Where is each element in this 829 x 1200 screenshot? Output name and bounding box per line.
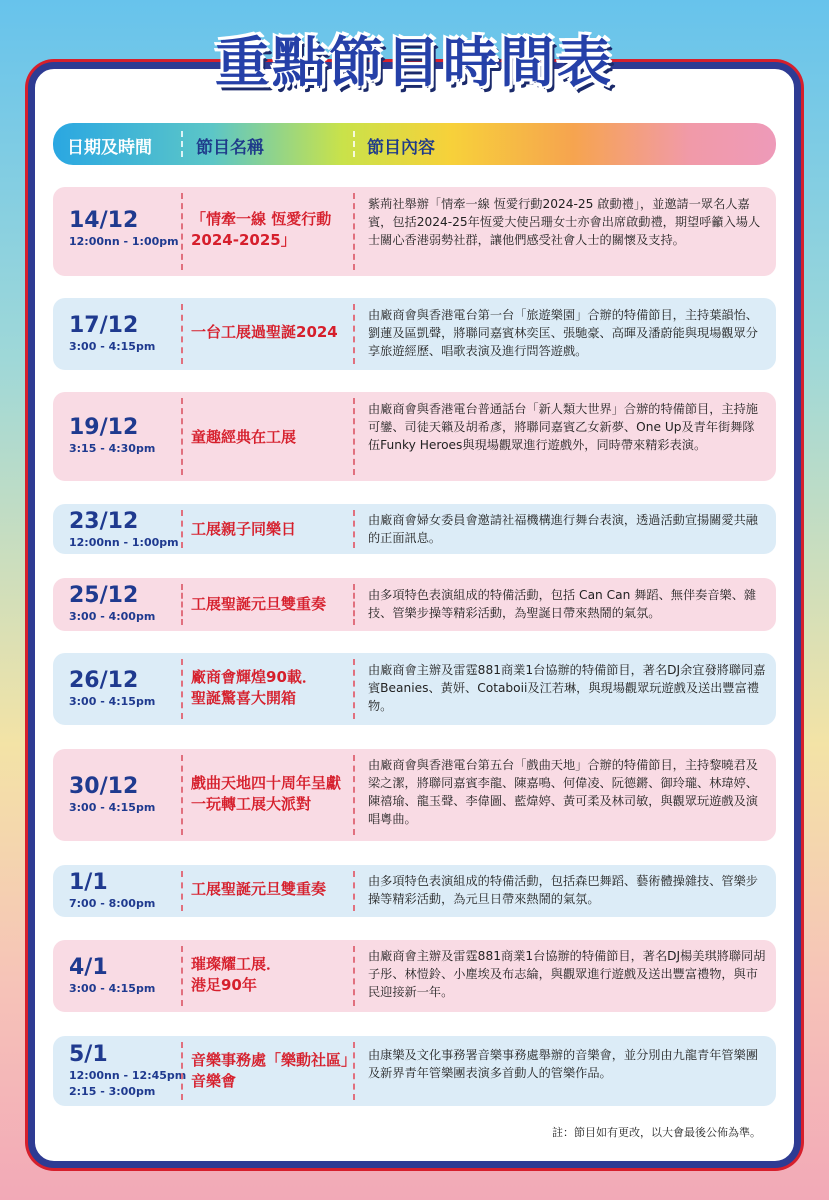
row-divider: [353, 755, 355, 835]
table-row: [53, 940, 776, 1012]
row-time: 3:00 - 4:15pm: [69, 340, 156, 353]
row-time: 7:00 - 8:00pm: [69, 897, 156, 910]
row-divider: [181, 659, 183, 719]
row-date: 19/12: [69, 415, 139, 440]
row-date: 25/12: [69, 583, 139, 608]
table-header: [53, 123, 776, 165]
row-divider: [181, 584, 183, 625]
row-date: 26/12: [69, 668, 139, 693]
row-divider: [181, 946, 183, 1006]
header-date-time: 日期及時間: [67, 138, 152, 158]
table-row: [53, 865, 776, 917]
row-divider: [353, 1042, 355, 1100]
row-program-name: 工展聖誕元旦雙重奏: [191, 595, 327, 613]
row-time: 3:00 - 4:15pm: [69, 982, 156, 995]
table-row: [53, 504, 776, 554]
row-program-desc: 紫荊社舉辦「情牽一線 恆愛行動2024-25 啟動禮」，並邀請一眾名人嘉賓，包括2024-25年恆愛大使呂珊女士亦會出席啟動禮，期望呼籲入場人士關心香港弱勢社群，讓他們感受社會人士的關懷及支持。: [368, 197, 761, 247]
row-divider: [181, 304, 183, 364]
row-divider: [353, 659, 355, 719]
row-date: 5/1: [69, 1042, 108, 1067]
row-divider: [353, 946, 355, 1006]
row-program-desc: 由廠商會與香港電台普通話台「新人類大世界」合辦的特備節目，主持施可鑾、司徒天籟及胡希彥，將聯同嘉賓乙女新夢、One Up及青年街舞隊伍Funky Heroes與現場觀眾進行遊戲外，同時帶來精彩表演。: [368, 402, 758, 452]
table-row: [53, 298, 776, 370]
row-program-desc: 由多項特色表演組成的特備活動，包括 Can Can 舞蹈、無伴奏音樂、雜技、管樂步操等精彩活動，為聖誕日帶來熱鬧的氣氛。: [368, 588, 757, 620]
row-divider: [181, 871, 183, 911]
footnote: 註：節目如有更改，以大會最後公佈為準。: [552, 1126, 761, 1139]
row-time: 12:00nn - 12:45pm 2:15 - 3:00pm: [69, 1069, 187, 1098]
row-divider: [353, 871, 355, 911]
row-divider: [181, 510, 183, 548]
row-time: 3:00 - 4:15pm: [69, 801, 156, 814]
row-divider: [181, 398, 183, 475]
row-program-name: 戲曲天地四十周年呈獻 一玩轉工展大派對: [191, 774, 342, 813]
row-time: 12:00nn - 1:00pm: [69, 536, 179, 549]
row-date: 14/12: [69, 208, 139, 233]
row-divider: [353, 193, 355, 270]
row-program-name: 工展聖誕元旦雙重奏: [191, 880, 327, 898]
header-divider: [353, 131, 355, 157]
row-divider: [181, 193, 183, 270]
row-divider: [353, 510, 355, 548]
table-row: [53, 187, 776, 276]
row-divider: [353, 304, 355, 364]
row-program-name: 「情牽一線 恆愛行動 2024-2025」: [191, 210, 332, 249]
row-program-desc: 由廠商會婦女委員會邀請社福機構進行舞台表演，透過活動宣揚關愛共融的正面訊息。: [368, 513, 758, 545]
row-program-desc: 由康樂及文化事務署音樂事務處舉辦的音樂會，並分別由九龍青年管樂團及新界青年管樂團表演多首動人的管樂作品。: [368, 1048, 758, 1080]
row-program-name: 工展親子同樂日: [191, 520, 297, 538]
table-row: [53, 392, 776, 481]
header-program-content: 節目內容: [367, 138, 435, 158]
row-date: 30/12: [69, 774, 139, 799]
header-program-name: 節目名稱: [196, 138, 264, 158]
row-program-desc: 由廠商會主辦及雷霆881商業1台協辦的特備節目，著名DJ余宜發將聯同嘉賓Beanies、黃妍、Cotaboii及江若琳，與現場觀眾玩遊戲及送出豐富禮物。: [368, 663, 766, 713]
page-title: 重點節目時間表: [215, 31, 614, 94]
row-date: 1/1: [69, 870, 108, 895]
row-program-desc: 由廠商會與香港電台第一台「旅遊樂園」合辦的特備節目，主持葉韻怡、劉蓮及區凱聲，將聯同嘉賓林奕匡、張馳豪、高暉及潘蔚能與現場觀眾分享旅遊經歷、唱歌表演及進行問答遊戲。: [368, 308, 758, 358]
row-program-name: 廠商會輝煌90載． 聖誕驚喜大開箱: [191, 668, 317, 707]
table-row: [53, 1036, 776, 1106]
row-divider: [353, 584, 355, 625]
row-time: 3:15 - 4:30pm: [69, 442, 156, 455]
row-time: 12:00nn - 1:00pm: [69, 235, 179, 248]
table-row: [53, 578, 776, 631]
row-divider: [353, 398, 355, 475]
row-date: 17/12: [69, 313, 139, 338]
row-time: 3:00 - 4:15pm: [69, 695, 156, 708]
row-divider: [181, 1042, 183, 1100]
row-program-name: 音樂事務處「樂動社區」 音樂會: [191, 1051, 357, 1090]
row-program-desc: 由廠商會主辦及雷霆881商業1台協辦的特備節目，著名DJ楊美琪將聯同胡子彤、林愷鈴、小塵埃及布志綸，與觀眾進行遊戲及送出豐富禮物，與市民迎接新一年。: [368, 949, 766, 999]
table-row: [53, 749, 776, 841]
row-program-name: 一台工展過聖誕2024: [191, 323, 338, 341]
table-row: [53, 653, 776, 725]
row-program-name: 童趣經典在工展: [191, 428, 297, 446]
header-divider: [181, 131, 183, 157]
row-program-desc: 由廠商會與香港電台第五台「戲曲天地」合辦的特備節目，主持黎曉君及梁之潔，將聯同嘉賓李龍、陳嘉鳴、何偉凌、阮德鏘、御玲瓏、林瑋婷、陳禧瑜、龍玉聲、李偉圖、藍煒婷、黃可柔及林司敏，與觀眾玩遊戲及演唱粵曲。: [368, 758, 758, 826]
row-time: 3:00 - 4:00pm: [69, 610, 156, 623]
row-divider: [181, 755, 183, 835]
row-date: 23/12: [69, 509, 139, 534]
row-program-name: 璀璨耀工展． 港足90年: [191, 955, 282, 994]
row-date: 4/1: [69, 955, 108, 980]
row-program-desc: 由多項特色表演組成的特備活動，包括森巴舞蹈、藝術體操雜技、管樂步操等精彩活動，為元旦日帶來熱鬧的氣氛。: [368, 874, 758, 906]
